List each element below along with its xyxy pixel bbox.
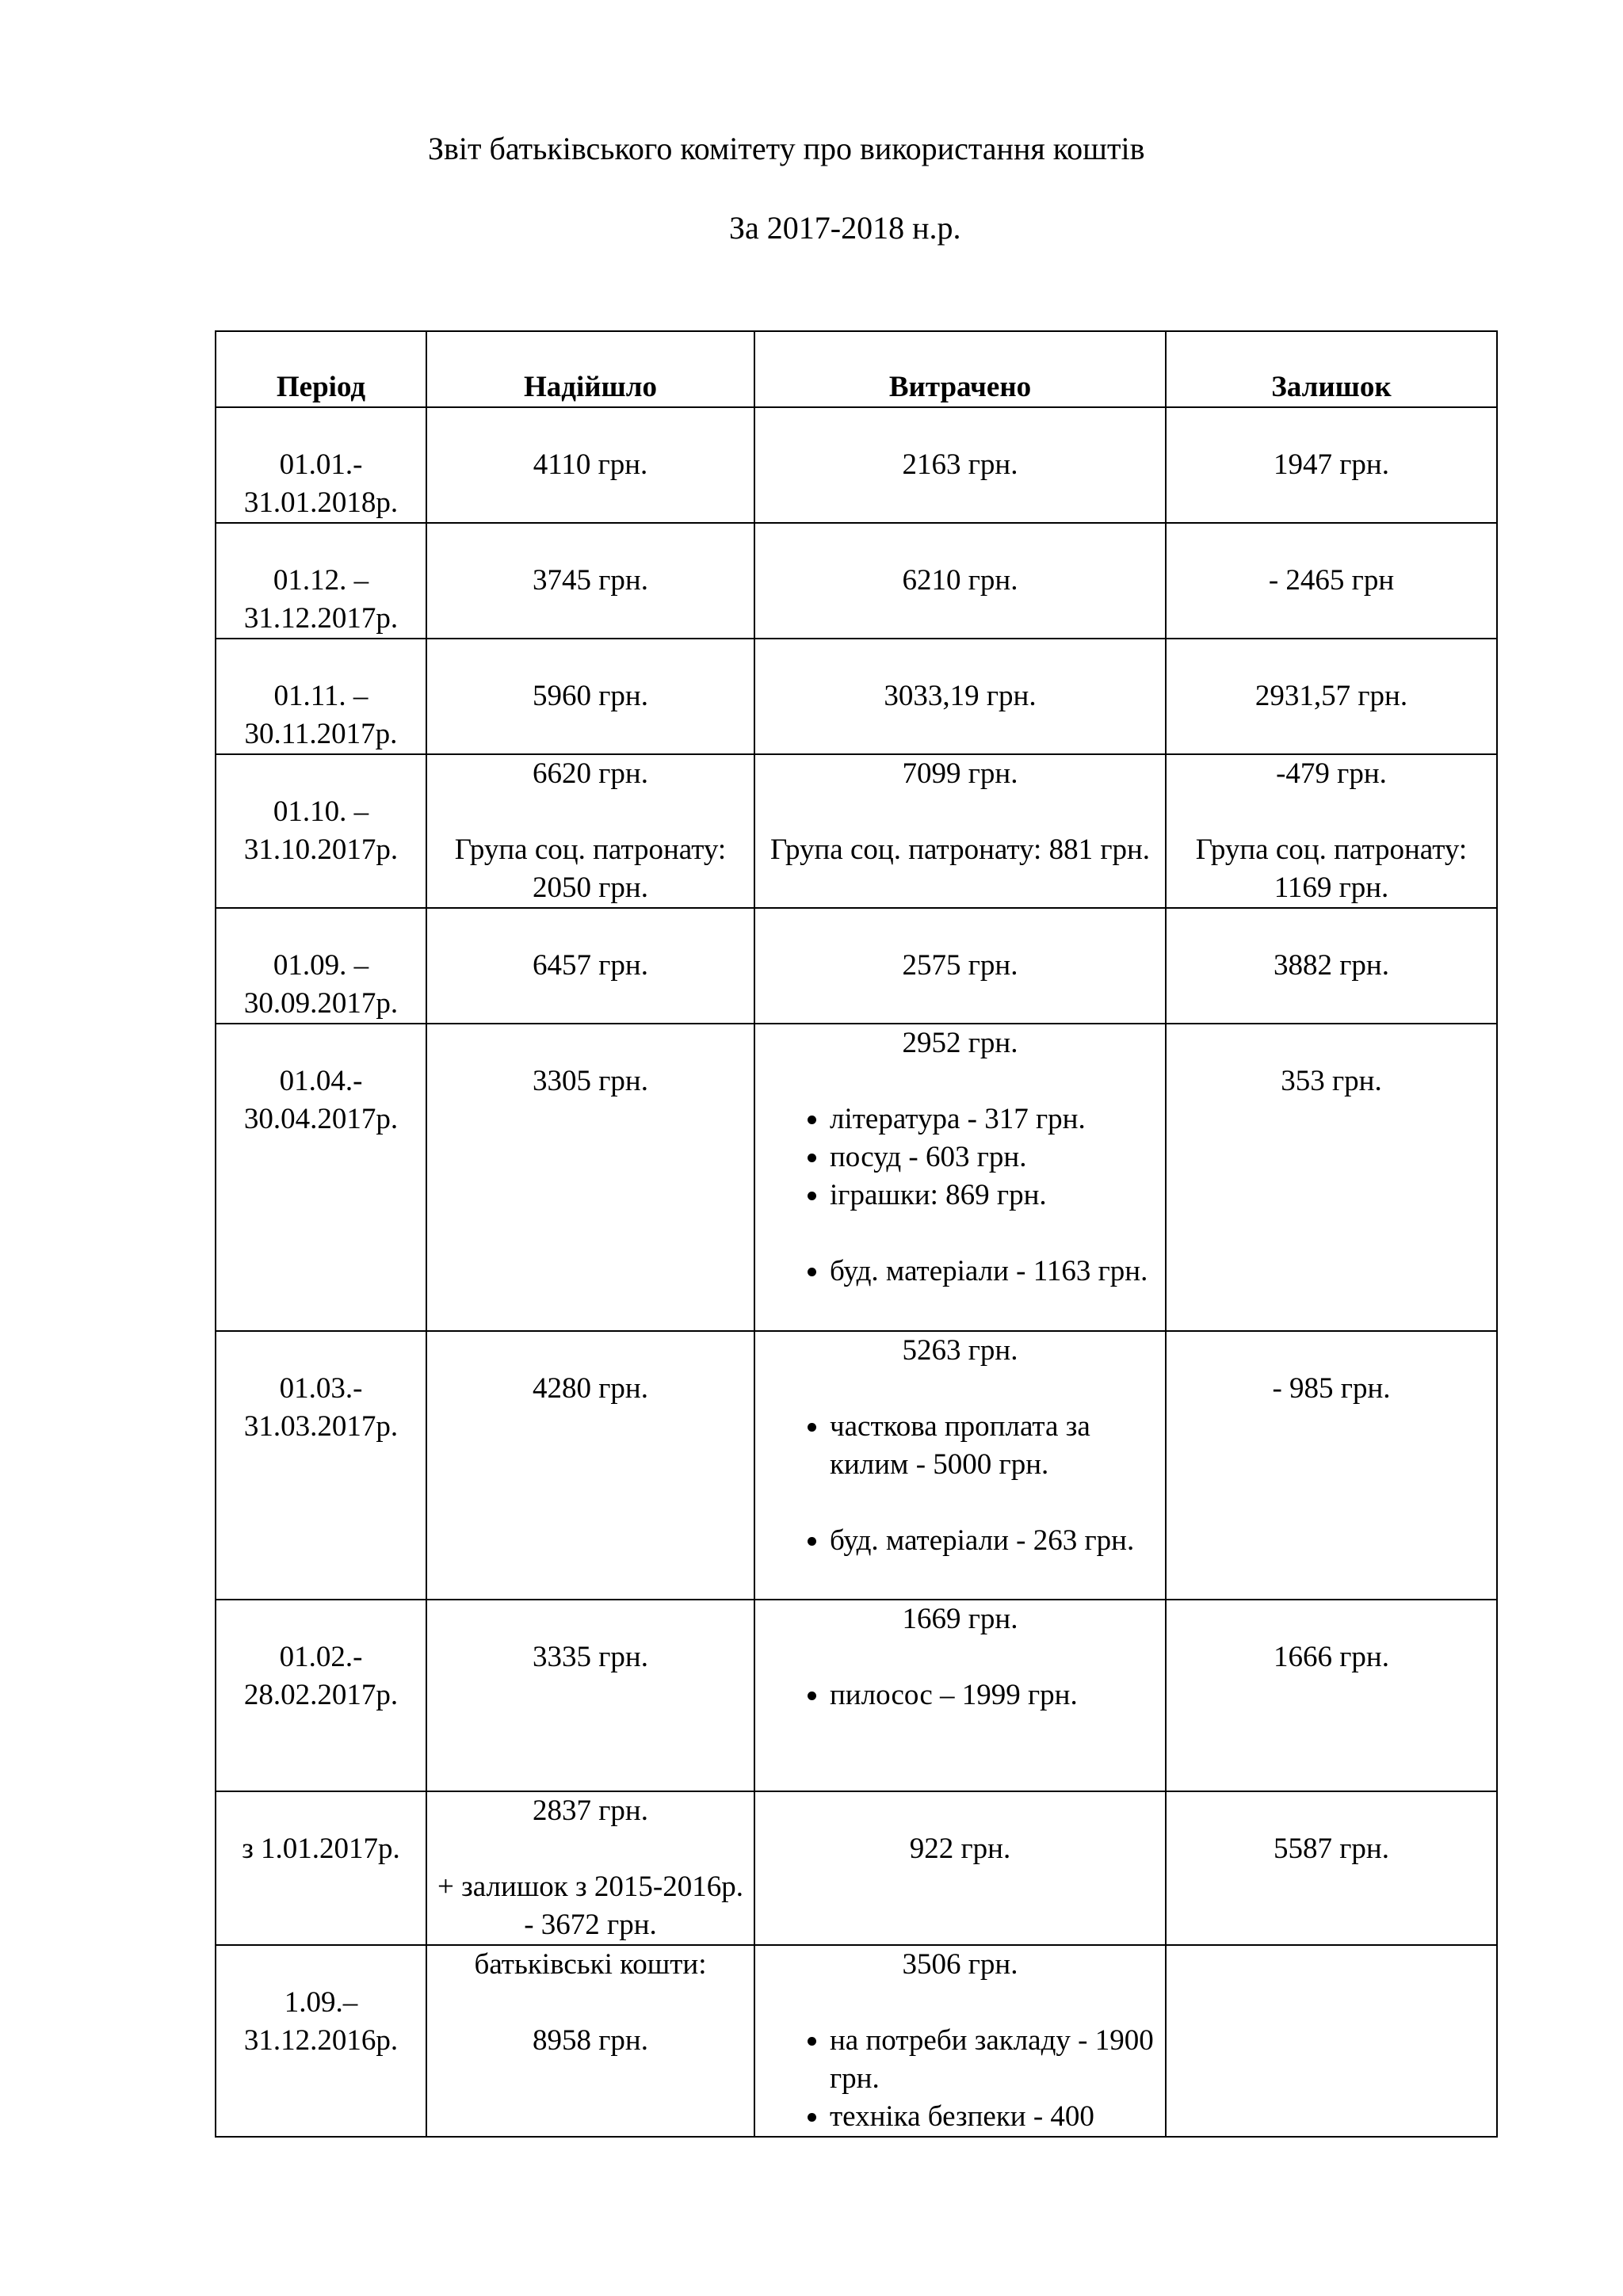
period-cell: з 1.01.2017р.	[216, 1791, 426, 1945]
income-cell: батьківські кошти: 8958 грн.	[426, 1945, 754, 2137]
period-cell: 01.11. – 30.11.2017р.	[216, 639, 426, 754]
list-item: • на потреби закладу - 1900 грн.	[830, 2022, 1157, 2098]
spent-cell: 3506 грн. • на потреби закладу - 1900 грн. • техніка безпеки - 400	[754, 1945, 1166, 2137]
balance-cell: 353 грн.	[1166, 1024, 1497, 1331]
report-title: Звіт батьківського комітету про використання коштів	[428, 131, 1145, 166]
header-balance: Залишок	[1166, 331, 1497, 407]
income-cell: 3305 грн.	[426, 1024, 754, 1331]
spent-cell: 922 грн.	[754, 1791, 1166, 1945]
spent-cell: 7099 грн. Група соц. патронату: 881 грн.	[754, 754, 1166, 908]
list-item: • іграшки: 869 грн.	[830, 1177, 1157, 1215]
spent-cell: 1669 грн. • пилосос – 1999 грн.	[754, 1600, 1166, 1791]
table-row	[216, 1331, 1497, 1600]
table-row	[216, 407, 1497, 523]
header-period: Період	[216, 331, 426, 407]
list-item: • техніка безпеки - 400	[830, 2098, 1157, 2136]
header-spent: Витрачено	[754, 331, 1166, 407]
table-row	[216, 1024, 1497, 1331]
period-cell: 01.03.- 31.03.2017р.	[216, 1331, 426, 1600]
balance-cell: 1666 грн.	[1166, 1600, 1497, 1791]
list-item: • буд. матеріали - 1163 грн.	[830, 1253, 1157, 1291]
expense-list	[763, 1676, 1157, 1714]
list-item: • посуд - 603 грн.	[830, 1138, 1157, 1177]
table-header-row	[216, 331, 1497, 407]
table-row	[216, 523, 1497, 639]
income-cell: 6620 грн. Група соц. патронату: 2050 грн.	[426, 754, 754, 908]
list-item: • буд. матеріали - 263 грн.	[830, 1522, 1157, 1560]
period-cell: 01.02.- 28.02.2017р.	[216, 1600, 426, 1791]
income-cell: 4280 грн.	[426, 1331, 754, 1600]
expense-list	[763, 1408, 1157, 1560]
balance-cell: 2931,57 грн.	[1166, 639, 1497, 754]
balance-cell	[1166, 1945, 1497, 2137]
report-subtitle: За 2017-2018 н.р.	[729, 210, 961, 246]
table-row	[216, 908, 1497, 1024]
spent-cell: 3033,19 грн.	[754, 639, 1166, 754]
period-cell: 01.09. – 30.09.2017р.	[216, 908, 426, 1024]
funds-table	[215, 330, 1498, 2138]
period-cell: 01.10. – 31.10.2017р.	[216, 754, 426, 908]
balance-cell: 1947 грн.	[1166, 407, 1497, 523]
period-cell: 1.09.– 31.12.2016р.	[216, 1945, 426, 2137]
income-cell: 3335 грн.	[426, 1600, 754, 1791]
list-item: • пилосос – 1999 грн.	[830, 1676, 1157, 1714]
spent-cell: 2952 грн. • література - 317 грн. • посуд - 603 грн. • іграшки: 869 грн. • буд. матеріали - 1163 грн.	[754, 1024, 1166, 1331]
list-item: • часткова проплата за килим - 5000 грн.	[830, 1408, 1157, 1484]
table-row	[216, 1945, 1497, 2137]
spent-cell: 5263 грн. • часткова проплата за килим - 5000 грн. • буд. матеріали - 263 грн.	[754, 1331, 1166, 1600]
header-income: Надійшло	[426, 331, 754, 407]
spent-cell: 6210 грн.	[754, 523, 1166, 639]
period-cell: 01.01.- 31.01.2018р.	[216, 407, 426, 523]
spent-cell: 2575 грн.	[754, 908, 1166, 1024]
list-item: • література - 317 грн.	[830, 1100, 1157, 1138]
table-row	[216, 639, 1497, 754]
spent-cell: 2163 грн.	[754, 407, 1166, 523]
table-row	[216, 1791, 1497, 1945]
balance-cell: - 2465 грн	[1166, 523, 1497, 639]
expense-list	[763, 1100, 1157, 1291]
period-cell: 01.12. – 31.12.2017р.	[216, 523, 426, 639]
balance-cell: -479 грн. Група соц. патронату: 1169 грн.	[1166, 754, 1497, 908]
table-row	[216, 754, 1497, 908]
income-cell: 6457 грн.	[426, 908, 754, 1024]
income-cell: 2837 грн. + залишок з 2015-2016р. - 3672 грн.	[426, 1791, 754, 1945]
balance-cell: - 985 грн.	[1166, 1331, 1497, 1600]
balance-cell: 3882 грн.	[1166, 908, 1497, 1024]
table-row	[216, 1600, 1497, 1791]
income-cell: 5960 грн.	[426, 639, 754, 754]
income-cell: 3745 грн.	[426, 523, 754, 639]
balance-cell: 5587 грн.	[1166, 1791, 1497, 1945]
income-cell: 4110 грн.	[426, 407, 754, 523]
expense-list	[763, 2022, 1157, 2136]
period-cell: 01.04.- 30.04.2017р.	[216, 1024, 426, 1331]
